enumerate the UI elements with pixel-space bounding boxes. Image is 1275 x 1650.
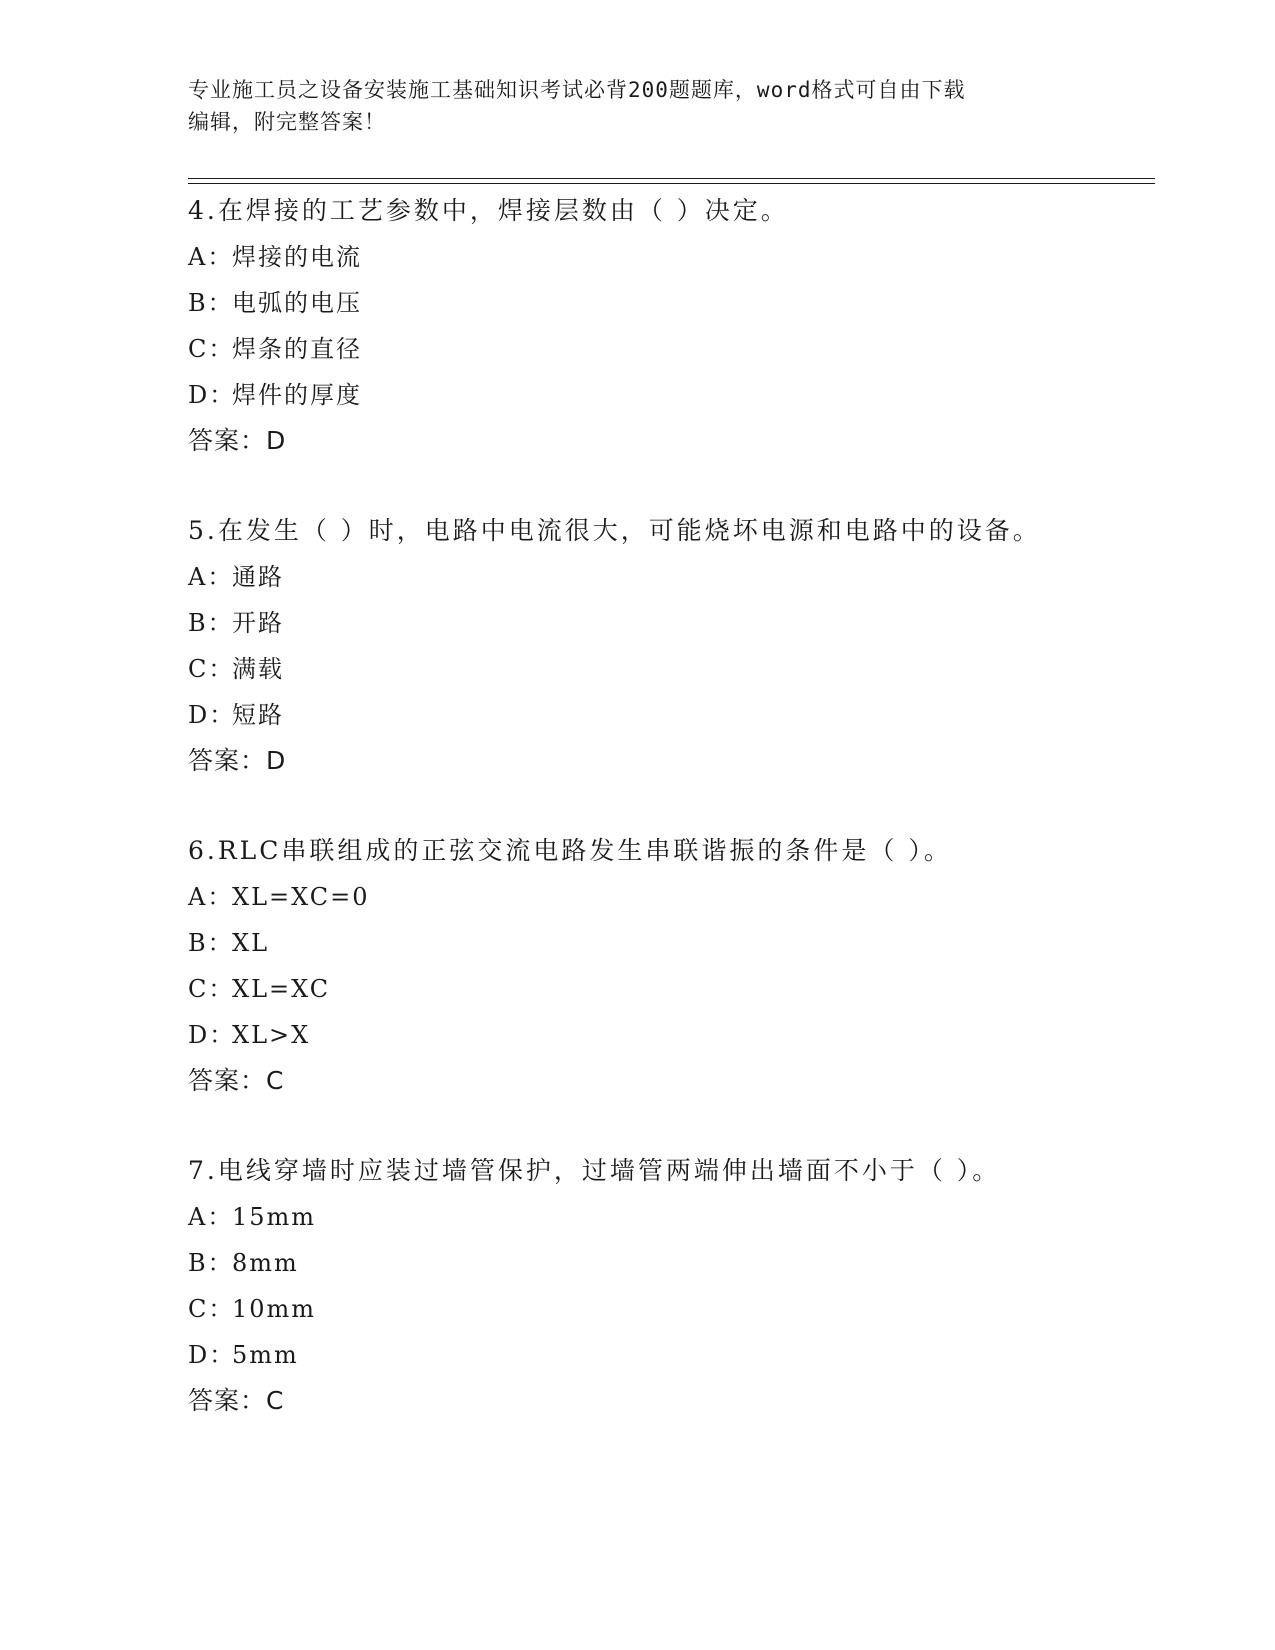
- header-divider-bottom: [188, 183, 1155, 184]
- option-text: 满载: [232, 655, 284, 683]
- question-text: 6.RLC串联组成的正弦交流电路发生串联谐振的条件是（ ）。: [188, 836, 952, 865]
- option-c: [188, 966, 1168, 1012]
- option-text: XL: [232, 929, 270, 957]
- option-text: 5mm: [232, 1341, 299, 1369]
- answer-line: 答案：C: [188, 1066, 285, 1095]
- option-letter: C：: [188, 1295, 235, 1323]
- option-d: [188, 1332, 1168, 1378]
- option-c: [188, 646, 1168, 692]
- option-letter: D：: [188, 1021, 236, 1049]
- option-text: 短路: [232, 701, 284, 729]
- option-text: 通路: [232, 563, 284, 591]
- option-text: 焊条的直径: [232, 335, 362, 363]
- question-block: [188, 1148, 1168, 1424]
- option-letter: A：: [188, 1203, 234, 1231]
- option-b: [188, 1240, 1168, 1286]
- answer-line: 答案：D: [188, 426, 287, 455]
- question-text: 7.电线穿墙时应装过墙管保护，过墙管两端伸出墙面不小于（ ）。: [188, 1156, 1001, 1185]
- option-letter: A：: [188, 243, 234, 271]
- option-letter: D：: [188, 381, 236, 409]
- option-letter: D：: [188, 1341, 236, 1369]
- option-d: [188, 1012, 1168, 1058]
- option-text: 开路: [232, 609, 284, 637]
- option-text: 15mm: [232, 1203, 317, 1231]
- option-letter: C：: [188, 335, 235, 363]
- answer-line: 答案：C: [188, 1386, 285, 1415]
- header-divider-top: [188, 178, 1155, 179]
- option-letter: A：: [188, 883, 234, 911]
- option-text: 焊接的电流: [232, 243, 362, 271]
- option-letter: D：: [188, 701, 236, 729]
- option-letter: B：: [188, 289, 234, 317]
- option-c: [188, 326, 1168, 372]
- question-block: [188, 508, 1168, 784]
- option-letter: B：: [188, 609, 234, 637]
- question-text: 5.在发生（ ）时，电路中电流很大，可能烧坏电源和电路中的设备。: [188, 516, 1041, 545]
- option-a: [188, 554, 1168, 600]
- option-text: XL=XC: [232, 975, 331, 1003]
- question-block: [188, 828, 1168, 1104]
- option-text: 10mm: [232, 1295, 317, 1323]
- option-letter: C：: [188, 975, 235, 1003]
- option-c: [188, 1286, 1168, 1332]
- option-letter: A：: [188, 563, 234, 591]
- document-header: [188, 74, 1088, 138]
- option-b: [188, 280, 1168, 326]
- question-text: 4.在焊接的工艺参数中，焊接层数由（ ）决定。: [188, 196, 789, 225]
- option-text: XL=XC=0: [232, 883, 370, 911]
- option-b: [188, 600, 1168, 646]
- option-b: [188, 920, 1168, 966]
- option-d: [188, 372, 1168, 418]
- option-letter: B：: [188, 929, 234, 957]
- option-text: XL>X: [232, 1021, 311, 1049]
- option-text: 电弧的电压: [232, 289, 362, 317]
- option-d: [188, 692, 1168, 738]
- option-a: [188, 234, 1168, 280]
- option-a: [188, 874, 1168, 920]
- option-a: [188, 1194, 1168, 1240]
- answer-line: 答案：D: [188, 746, 287, 775]
- header-line-1: 专业施工员之设备安装施工基础知识考试必背200题题库，word格式可自由下载: [188, 78, 966, 102]
- option-text: 焊件的厚度: [232, 381, 362, 409]
- option-text: 8mm: [232, 1249, 299, 1277]
- option-letter: B：: [188, 1249, 234, 1277]
- option-letter: C：: [188, 655, 235, 683]
- question-block: [188, 188, 1168, 464]
- header-line-2: 编辑，附完整答案！: [188, 110, 386, 134]
